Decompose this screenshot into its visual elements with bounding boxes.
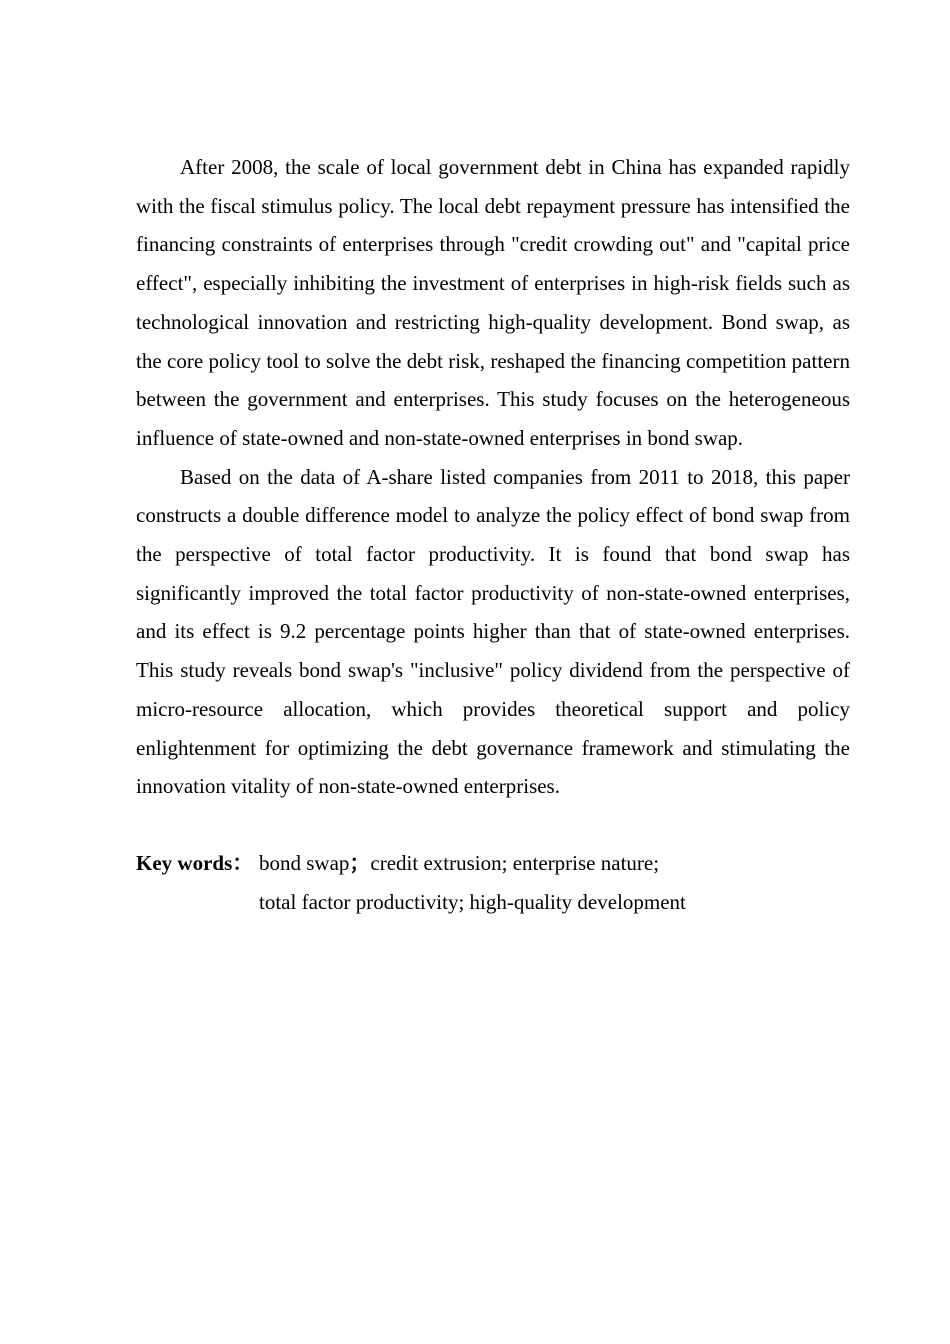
keyword-separator: ； (349, 850, 371, 875)
keywords-section (136, 844, 850, 921)
keyword-bond-swap: bond swap (259, 850, 350, 875)
keywords-colon: ： (232, 850, 254, 875)
keywords-line-2: total factor productivity; high-quality development (259, 889, 686, 914)
keywords-line-1 (259, 844, 686, 883)
abstract-paragraph-2: Based on the data of A-share listed companies from 2011 to 2018, this paper constructs a double difference model to analyze the policy effect of bond swap from the perspective of total factor productivity. It is found that bond swap has significantly improved the total factor productivity of non-state-owned enterprises, and its effect is 9.2 percentage points higher than that of state-owned enterprises. This study reveals bond swap's "inclusive" policy dividend from the perspective of micro-resource allocation, which provides theoretical support and policy enlightenment for optimizing the debt governance framework and stimulating the innovation vitality of non-state-owned enterprises. (136, 464, 850, 799)
keywords-label-group (136, 844, 259, 921)
keywords-label: Key words (136, 850, 233, 875)
keywords-line-1-rest: credit extrusion; enterprise nature; (370, 850, 660, 875)
abstract-body (136, 148, 850, 806)
keywords-row (136, 844, 850, 921)
keywords-values (259, 844, 686, 921)
document-page (136, 148, 850, 921)
abstract-paragraph-1: After 2008, the scale of local government debt in China has expanded rapidly with the fiscal stimulus policy. The local debt repayment pressure has intensified the financing constraints of enterprises through "credit crowding out" and "capital price effect", especially inhibiting the investment of enterprises in high-risk fields such as technological innovation and restricting high-quality development. Bond swap, as the core policy tool to solve the debt risk, reshaped the financing competition pattern between the government and enterprises. This study focuses on the heterogeneous influence of state-owned and non-state-owned enterprises in bond swap. (136, 155, 850, 450)
